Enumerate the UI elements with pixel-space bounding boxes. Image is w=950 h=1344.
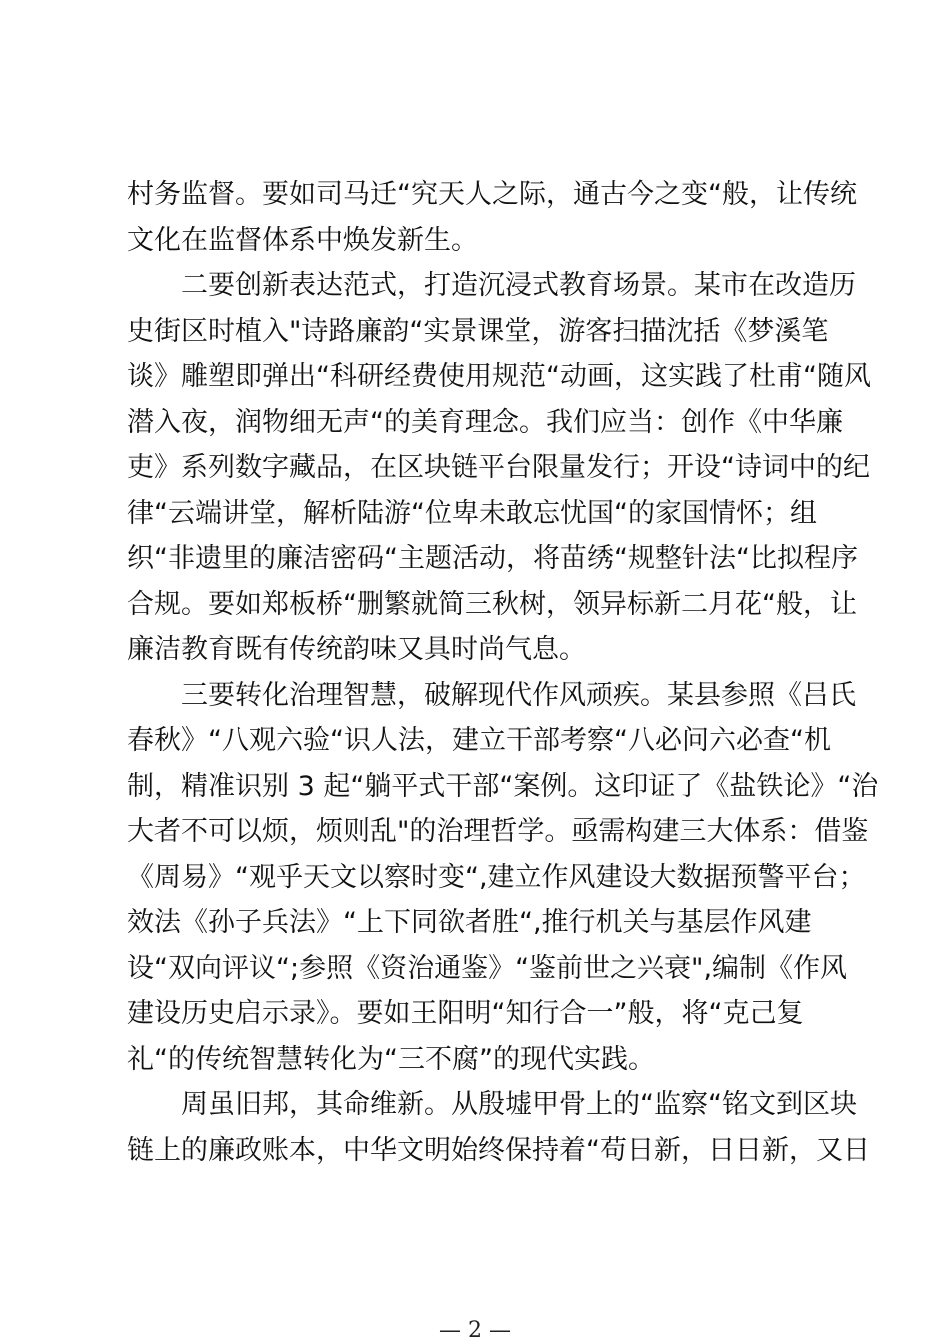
- text-line: 文化在监督体系中焕发新生。: [127, 224, 478, 256]
- text-line: 织“非遗里的廉洁密码“主题活动，将苗绣“规整针法“比拟程序: [127, 543, 858, 574]
- text-line: 律“云端讲堂，解析陆游“位卑未敢忘忧国“的家国情怀；组: [127, 497, 817, 529]
- text-line: 史街区时植入"诗路廉韵“实景课堂，游客扫描沈括《梦溪笔: [127, 315, 829, 347]
- text-line: 大者不可以烦，烦则乱"的治理哲学。亟需构建三大体系：借鉴: [127, 816, 869, 847]
- body-text: [127, 172, 879, 1173]
- text-line: 潜入夜，润物细无声“的美育理念。我们应当：创作《中华廉: [127, 406, 843, 438]
- text-line: 效法《孙子兵法》“上下同欲者胜“,推行机关与基层作风建: [127, 907, 812, 938]
- text-line: 三要转化治理智慧，破解现代作风顽疾。某县参照《吕氏: [127, 679, 856, 711]
- text-line: 建设历史启示录》。要如王阳明“知行合一”般，将“克己复: [127, 998, 804, 1029]
- text-line: 《周易》“观乎天文以察时变“,建立作风建设大数据预警平台；: [127, 861, 866, 893]
- text-line: 谈》雕塑即弹出“科研经费使用规范“动画，这实践了杜甫“随风: [127, 361, 871, 392]
- text-line: 制，精准识别 3 起“躺平式干部“案例。这印证了《盐铁论》“治: [127, 770, 879, 802]
- text-line: 礼“的传统智慧转化为“三不腐”的现代实践。: [127, 1043, 655, 1075]
- text-line: 吏》系列数字藏品，在区块链平台限量发行；开设“诗词中的纪: [127, 452, 870, 483]
- text-line: 合规。要如郑板桥“删繁就简三秋树，领异标新二月花“般，让: [127, 588, 857, 620]
- text-line: 周虽旧邦，其命维新。从殷墟甲骨上的“监察“铭文到区块: [127, 1089, 857, 1120]
- text-line: 村务监督。要如司马迁“究天人之际，通古今之变“般，让传统: [127, 179, 857, 210]
- text-line: 廉洁教育既有传统韵味又具时尚气息。: [127, 634, 586, 665]
- text-line: 链上的廉政账本，中华文明始终保持着“苟日新，日日新，又日: [127, 1134, 870, 1166]
- page-number: — 2 —: [439, 1318, 511, 1343]
- text-line: 设“双向评议“;参照《资治通鉴》“鉴前世之兴衰",编制《作风: [127, 952, 848, 984]
- text-line: 春秋》“八观六验“识人法，建立干部考察“八必问六必查“机: [127, 725, 831, 756]
- text-line: 二要创新表达范式，打造沉浸式教育场景。某市在改造历: [127, 270, 856, 301]
